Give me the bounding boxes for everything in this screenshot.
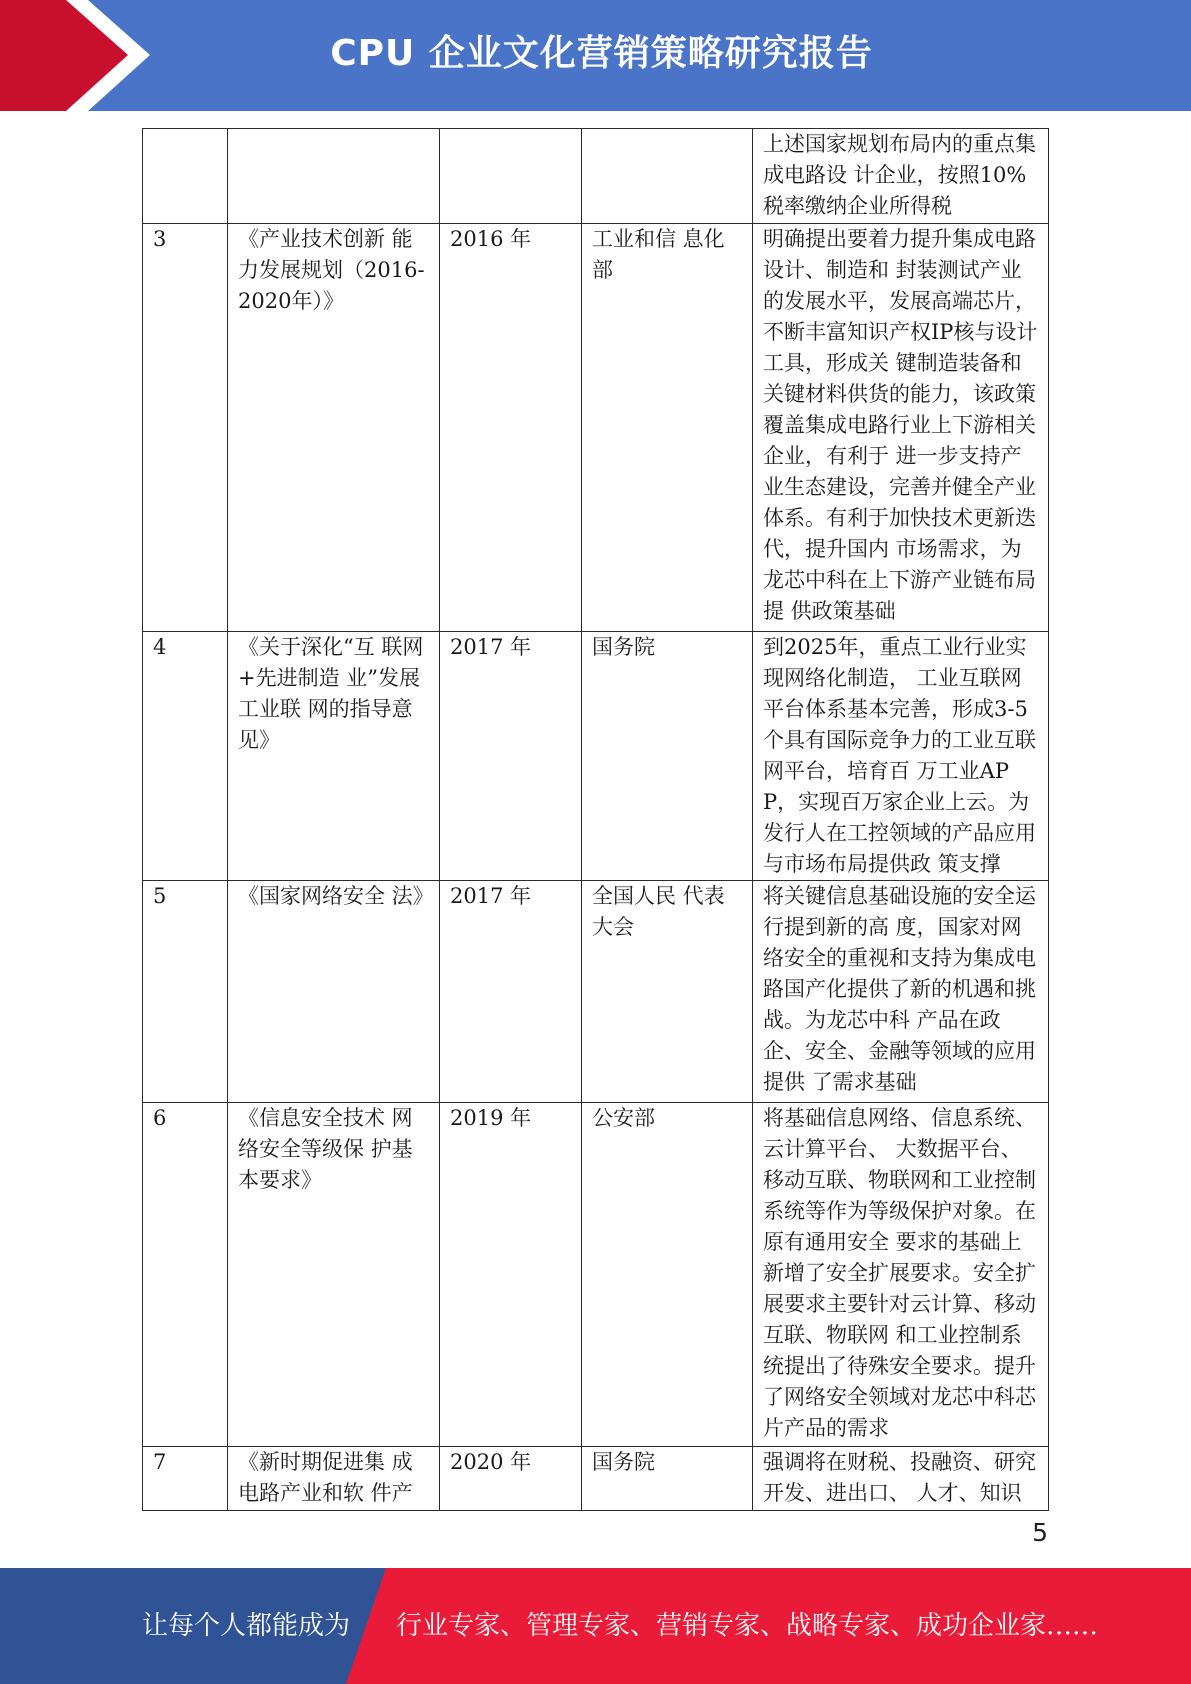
row-number: 3	[143, 224, 228, 632]
table-row	[143, 1447, 1049, 1511]
issuing-department: 公安部	[582, 1103, 753, 1447]
policy-year: 2017 年	[440, 881, 582, 1103]
policy-year: 2019 年	[440, 1103, 582, 1447]
policy-name: 《关于深化“互 联网+先进制造 业”发展工业联 网的指导意见》	[228, 632, 440, 881]
page-number: 5	[1032, 1518, 1048, 1547]
policy-description: 强调将在财税、投融资、研究开发、进出口、 人才、知识	[753, 1447, 1049, 1511]
table-row	[143, 881, 1049, 1103]
issuing-department	[582, 129, 753, 224]
row-number	[143, 129, 228, 224]
table-row	[143, 632, 1049, 881]
row-number: 7	[143, 1447, 228, 1511]
table-row	[143, 224, 1049, 632]
policy-name: 《信息安全技术 网络安全等级保 护基本要求》	[228, 1103, 440, 1447]
policy-name: 《新时期促进集 成电路产业和软 件产	[228, 1447, 440, 1511]
table-row	[143, 129, 1049, 224]
issuing-department: 国务院	[582, 1447, 753, 1511]
row-number: 5	[143, 881, 228, 1103]
page-header	[0, 0, 1191, 111]
table-row	[143, 1103, 1049, 1447]
issuing-department: 国务院	[582, 632, 753, 881]
report-title: CPU 企业文化营销策略研究报告	[330, 33, 873, 74]
policy-table	[142, 128, 1049, 1511]
policy-name: 《国家网络安全 法》	[228, 881, 440, 1103]
policy-description: 到2025年，重点工业行业实现网络化制造， 工业互联网平台体系基本完善，形成3-5个具有国际竞争力的工业互联网平台，培育百 万工业APP，实现百万家企业上云。为发行人在工控领域的产品应用与市场布局提供政 策支撑	[753, 632, 1049, 881]
policy-year: 2020 年	[440, 1447, 582, 1511]
policy-year: 2017 年	[440, 632, 582, 881]
issuing-department: 全国人民 代表大会	[582, 881, 753, 1103]
footer-slogan-roles: 行业专家、管理专家、营销专家、战略专家、成功企业家……	[396, 1611, 1099, 1641]
footer-slogan-lead: 让每个人都能成为	[142, 1611, 351, 1641]
policy-description: 明确提出要着力提升集成电路设计、制造和 封装测试产业的发展水平，发展高端芯片，不断丰富知识产权IP核与设计工具，形成关 键制造装备和关键材料供货的能力，该政策覆盖集成电路行业上下游相关企业，有利于 进一步支持产业生态建设，完善并健全产业体系。有利于加快技术更新迭代，提升国内 市场需求，为龙芯中科在上下游产业链布局提 供政策基础	[753, 224, 1049, 632]
policy-description: 上述国家规划布局内的重点集成电路设 计企业，按照10%税率缴纳企业所得税	[753, 129, 1049, 224]
policy-name	[228, 129, 440, 224]
policy-year: 2016 年	[440, 224, 582, 632]
policy-description: 将基础信息网络、信息系统、云计算平台、 大数据平台、移动互联、物联网和工业控制系统等作为等级保护对象。在原有通用安全 要求的基础上新增了安全扩展要求。安全扩展要求主要针对云计算、移动互联、物联网 和工业控制系统提出了待殊安全要求。提升了网络安全领域对龙芯中科芯片产品的需求	[753, 1103, 1049, 1447]
policy-name: 《产业技术创新 能力发展规划（2016-2020年）》	[228, 224, 440, 632]
policy-year	[440, 129, 582, 224]
row-number: 4	[143, 632, 228, 881]
policy-description: 将关键信息基础设施的安全运行提到新的高 度，国家对网络安全的重视和支持为集成电路国产化提供了新的机遇和挑战。为龙芯中科 产品在政企、安全、金融等领域的应用提供 了需求基础	[753, 881, 1049, 1103]
page-footer	[0, 1568, 1191, 1684]
issuing-department: 工业和信 息化部	[582, 224, 753, 632]
row-number: 6	[143, 1103, 228, 1447]
